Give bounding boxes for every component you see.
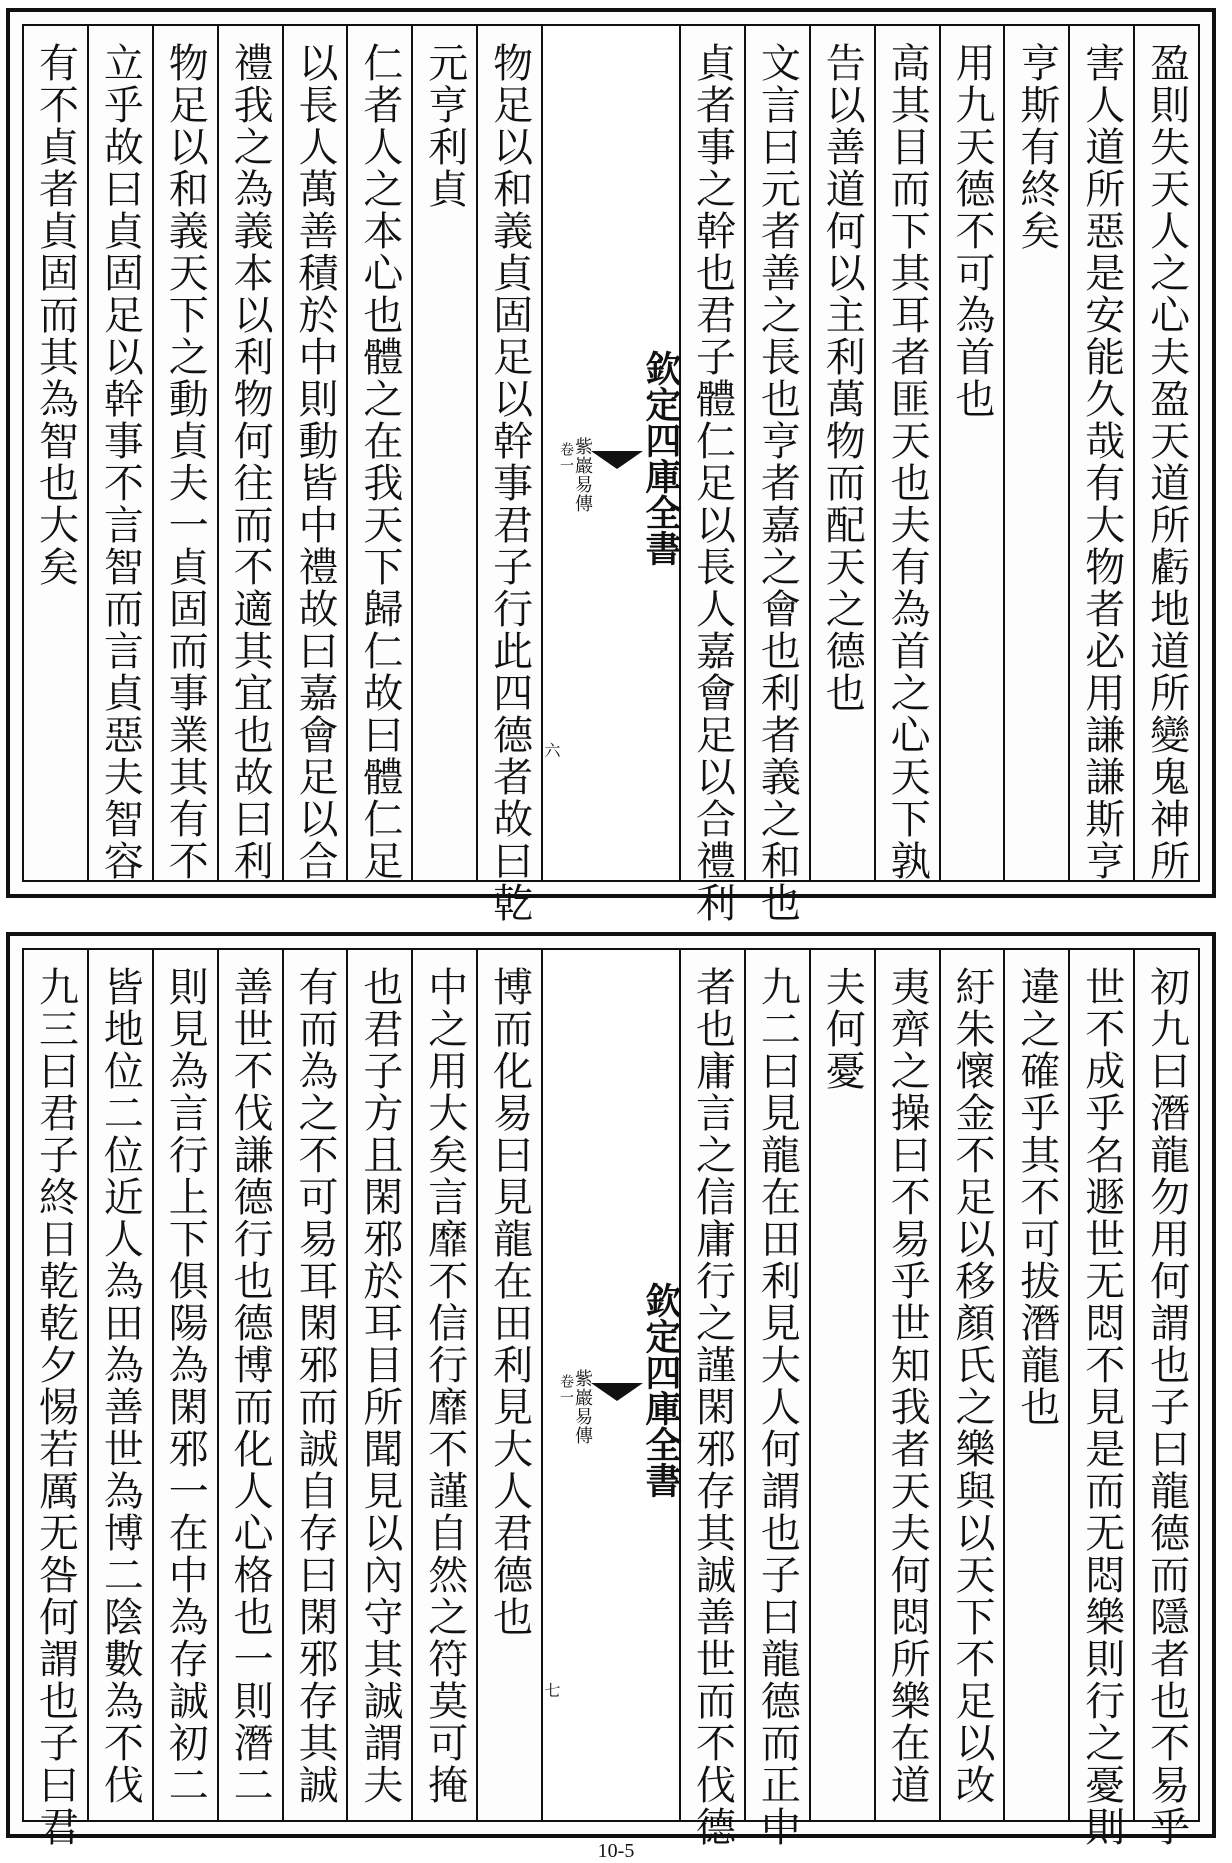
text-column: 高其目而下其耳者匪天也夫有為首之心天下孰 [874,26,939,880]
fishtail-mark-icon [591,1383,643,1401]
center-margin-column [541,950,682,1820]
leaf-number: 六 [542,742,561,760]
text-column: 有而為之不可易耳閑邪而誠自存曰閑邪存其誠 [282,950,347,1820]
text-column: 夫何憂 [809,950,874,1820]
text-column: 告以善道何以主利萬物而配天之德也 [809,26,874,880]
text-column: 用九天德不可為首也 [939,26,1004,880]
collection-title: 欽定四庫全書 [640,1282,682,1498]
top-page [6,8,1216,924]
text-column: 文言曰元者善之長也亨者嘉之會也利者義之和也 [744,26,809,880]
text-column: 九三曰君子終日乾乾夕惕若厲无咎何謂也子曰君 [32,966,79,1848]
text-column: 紆朱懷金不足以移顏氏之樂與以天下不足以改 [939,950,1004,1820]
text-column: 元亨利貞 [411,26,476,880]
text-column: 夷齊之操曰不易乎世知我者天夫何悶所樂在道 [874,950,939,1820]
volume-label: 卷一 [558,1374,574,1406]
text-column: 博而化易曰見龍在田利見大人君德也 [476,950,541,1820]
text-column: 世不成乎名遯世无悶不見是而无悶樂則行之憂則 [1068,950,1133,1820]
book-name: 紫巖易傳 [572,437,593,513]
top-page-text-grid [22,24,1200,924]
text-column: 害人道所惡是安能久哉有大物者必用謙謙斯亨 [1068,26,1133,880]
text-column: 也君子方且閑邪於耳目所聞見以內守其誠謂夫 [346,950,411,1820]
text-column: 仁者人之本心也體之在我天下歸仁故曰體仁足 [346,26,411,880]
volume-label: 卷一 [558,442,574,474]
text-column: 貞者事之幹也君子體仁足以長人嘉會足以合禮利 [679,26,744,880]
text-column: 亨斯有終矣 [1003,26,1068,880]
bottom-page-text-grid [22,948,1200,1848]
collection-title: 欽定四庫全書 [640,350,682,566]
text-column: 九二曰見龍在田利見大人何謂也子曰龍德而正中 [744,950,809,1820]
text-column: 皆地位二位近人為田為善世為博二陰數為不伐 [87,950,152,1820]
text-column: 則見為言行上下俱陽為閑邪一在中為存誠初二 [152,950,217,1820]
text-column: 者也庸言之信庸行之謹閑邪存其誠善世而不伐德 [679,950,744,1820]
text-column: 中之用大矣言靡不信行靡不謹自然之符莫可掩 [411,950,476,1820]
center-margin-column [541,26,682,880]
book-name: 紫巖易傳 [572,1369,593,1445]
text-column: 以長人萬善積於中則動皆中禮故曰嘉會足以合 [282,26,347,880]
text-column: 物足以和義天下之動貞夫一貞固而事業其有不 [152,26,217,880]
page-footer-number: 10-5 [597,1840,635,1862]
bottom-page [6,932,1216,1848]
text-column: 善世不伐謙德行也德博而化人心格也一則潛二 [217,950,282,1820]
text-column: 立乎故曰貞固足以幹事不言智而言貞惡夫智容 [87,26,152,880]
text-column: 初九曰潛龍勿用何謂也子曰龍德而隱者也不易乎 [1133,950,1198,1820]
fishtail-mark-icon [591,451,643,469]
text-column: 有不貞者貞固而其為智也大矣 [32,42,79,588]
text-column: 禮我之為義本以利物何往而不適其宜也故曰利 [217,26,282,880]
text-column: 盈則失天人之心夫盈天道所虧地道所變鬼神所 [1133,26,1198,880]
leaf-number: 七 [542,1682,561,1700]
text-column: 違之確乎其不可拔潛龍也 [1003,950,1068,1820]
text-column: 物足以和義貞固足以幹事君子行此四德者故曰乾 [476,26,541,880]
